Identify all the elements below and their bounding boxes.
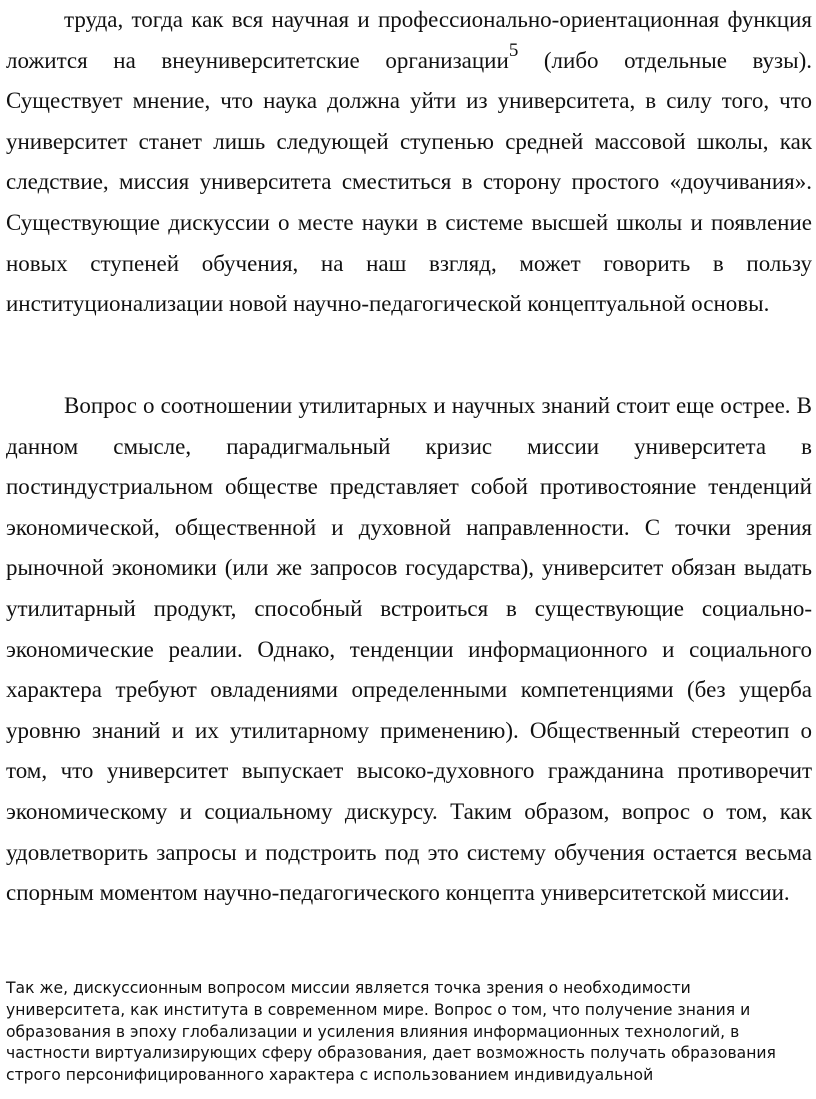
paragraph-text-after-footnote: (либо отдельные вузы). Существует мнение, что наука должна уйти из университета, в силу того, что университет станет лишь следующей ступенью средней массовой школы, как следствие, миссия университета сместиться в сторону простого «доучивания». Существующие дискуссии о месте науки в системе высшей школы и появление новых ступеней обучения, на наш взгляд, может говорить в пользу институционализации новой научно-педагогической концептуальной основы. <box>6 47 812 317</box>
paragraph-text-before-footnote: труда, тогда как вся научная и профессионально-ориентационная функция ложится на внеуниверситетские организации <box>6 7 812 73</box>
paragraph-utilitarian-knowledge: Вопрос о соотношении утилитарных и научных знаний стоит еще острее. В данном смысле, парадигмальный кризис миссии университета в постиндустриальном обществе представляет собой противостояние тенденций экономической, общественной и духовной направленности. С точки зрения рыночной экономики (или же запросов государства), университет обязан выдать утилитарный продукт, способный встроиться в существующие социально-экономические реалии. Однако, тенденции информационного и социального характера требуют овладениями определенными компетенциями (без ущерба уровню знаний и их утилитарному применению). Общественный стереотип о том, что университет выпускает высоко-духовного гражданина противоречит экономическому и социальному дискурсу. Таким образом, вопрос о том, как удовлетворить запросы и подстроить под это систему обучения остается весьма спорным моментом научно-педагогического концепта университетской миссии. <box>6 393 812 906</box>
footnote-text: Так же, дискуссионным вопросом миссии является точка зрения о необходимости университета, как института в современном мире. Вопрос о том, что получение знания и образования в эпоху глобализации и усиления влияния информационных технологий, в частности виртуализирующих сферу образования, дает возможность получать образования строго персонифицированного характера с использованием индивидуальной <box>6 979 776 1085</box>
footnote-reference[interactable]: 5 <box>508 39 519 61</box>
paragraph-continued <box>6 0 812 325</box>
